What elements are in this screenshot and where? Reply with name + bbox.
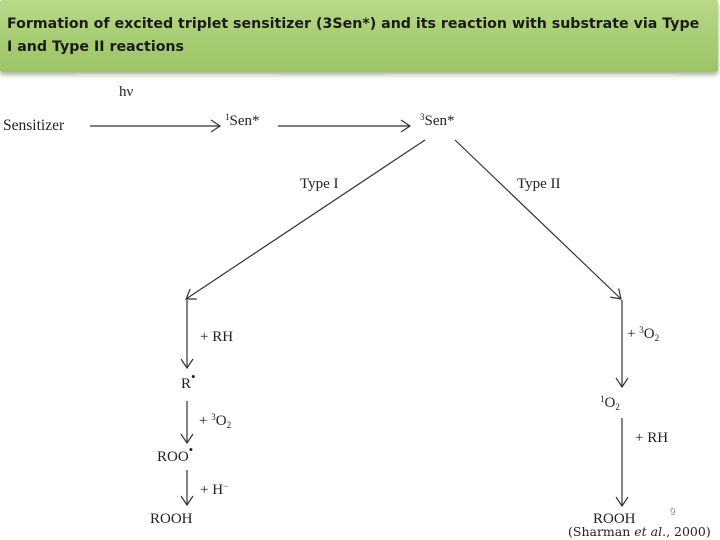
- hv-label: hν: [119, 84, 134, 100]
- slide-number: 9: [670, 507, 676, 518]
- alkyl-radical: R•: [181, 369, 196, 392]
- slide-title: Formation of excited triplet sensitizer (3Sen*) and its reaction with substrate via Type I and Type II reactions: [7, 16, 700, 55]
- type1-triplet-oxygen: + $^3O_2$: [199, 412, 232, 430]
- singlet-sensitizer: $^1$Sen*: [225, 112, 260, 129]
- singlet-oxygen: $^1O_2$: [600, 394, 620, 412]
- type1-product: ROOH: [150, 511, 193, 527]
- type1-proton: + H−: [200, 481, 229, 498]
- sensitizer-label: Sensitizer: [3, 117, 65, 134]
- type2-label: Type II: [517, 176, 561, 192]
- type1-label: Type I: [300, 176, 339, 192]
- type1-rh-reagent: + RH: [200, 329, 234, 345]
- type2-triplet-oxygen: + $^3O_2$: [627, 325, 660, 343]
- type2-rh-reagent: + RH: [635, 430, 669, 446]
- type2-product: ROOH: [593, 511, 636, 527]
- peroxyl-radical: ROO•: [157, 442, 194, 465]
- type1-branch-arrow: [186, 140, 425, 299]
- triplet-sensitizer: $^3$Sen*: [420, 112, 455, 129]
- type2-branch-arrow: [455, 140, 621, 299]
- citation: (Sharman et al., 2000): [568, 524, 711, 539]
